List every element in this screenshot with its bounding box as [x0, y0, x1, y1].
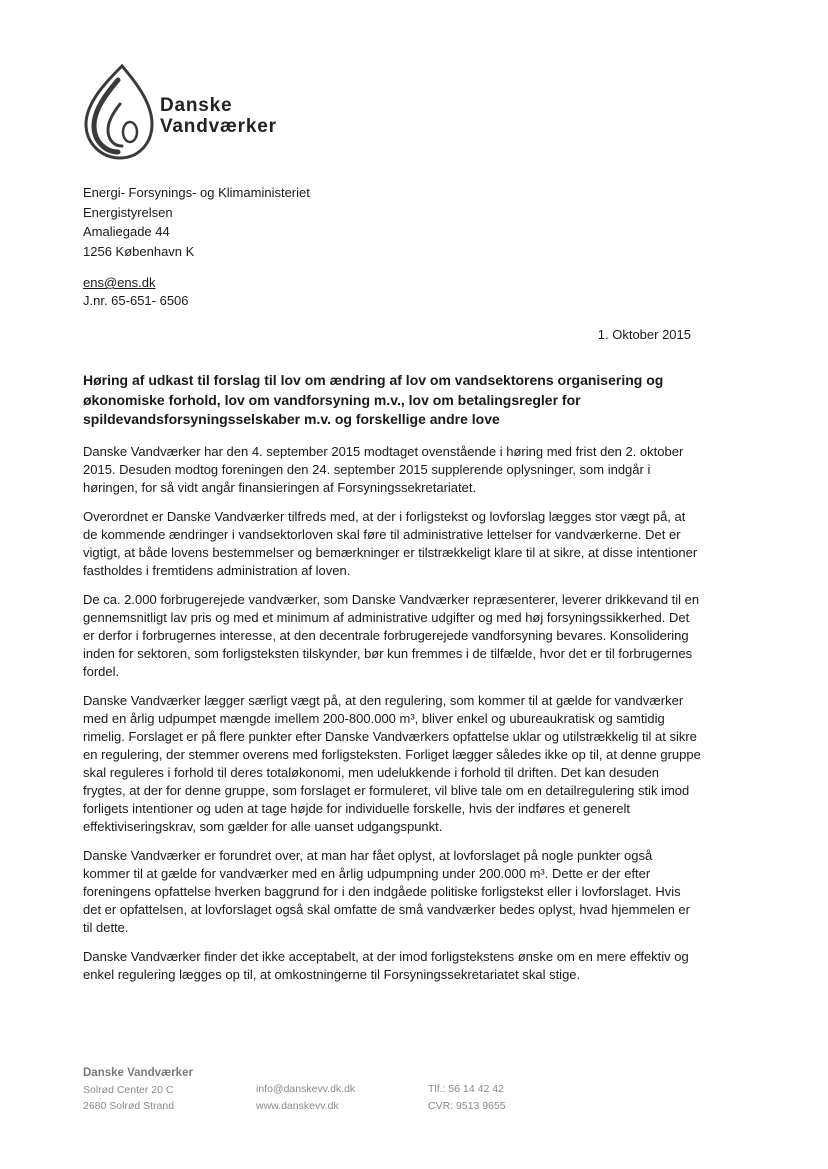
letter-body: [83, 443, 701, 995]
footer-address: [83, 1065, 193, 1115]
logo-line-2: Vandværker: [160, 116, 277, 137]
journal-number: J.nr. 65-651- 6506: [83, 293, 189, 308]
recipient-line-4: 1256 København K: [83, 243, 195, 259]
email-link[interactable]: ens@ens.dk: [83, 275, 156, 290]
footer-cvr: CVR: 9513 9655: [428, 1099, 506, 1112]
paragraph: Danske Vandværker er forundret over, at man har fået oplyst, at lovforslaget på nogle punkter også kommer til at gælde for vandværker med en årlig udpumpning under 200.000 m³. Dette er der efter foreningens opfattelse hverken baggrund for i den indgåede politiske forligstekst eller i lovforslaget. Hvis det er opfattelsen, at lovforslaget også skal omfatte de små vandværker bedes oplyst, hvad hjemmelen er til dette.: [83, 848, 690, 935]
contact-block: [83, 274, 189, 310]
subject-heading: Høring af udkast til forslag til lov om ændring af lov om vandsektorens organisering og økonomiske forhold, lov om vandforsyning m.v., lov om betalingsregler for spildevandsforsyningsselskaber m.v. og forskellige andre love: [83, 372, 664, 427]
logo-line-1: Danske: [160, 95, 233, 116]
paragraph: Danske Vandværker finder det ikke acceptabelt, at der imod forligstekstens ønske om en mere effektiv og enkel regulering lægges op til, at omkostningerne til Forsyningssekretariatet skal stige.: [83, 949, 689, 982]
footer-ids: [428, 1081, 506, 1114]
paragraph: Overordnet er Danske Vandværker tilfreds med, at der i forligstekst og lovforslag lægges stor vægt på, at de kommende ændringer i vandsektorloven skal føre til administrative lettelser for vandværkerne. Det er vigtigt, at både lovens bestemmelser og bemærkninger er tilstrækkeligt klare til at sikre, at disse intentioner fastholdes i fremtidens administration af loven.: [83, 509, 698, 578]
water-drop-icon: [78, 62, 158, 162]
footer-address-1: Solrød Center 20 C: [83, 1083, 174, 1096]
footer-address-2: 2680 Solrød Strand: [83, 1100, 175, 1112]
footer-web[interactable]: www.danskevv.dk: [256, 1099, 339, 1112]
recipient-line-3: Amaliegade 44: [83, 224, 170, 239]
footer-email[interactable]: info@danskevv.dk.dk: [256, 1083, 356, 1095]
logo-text: [160, 95, 277, 137]
footer-org-name: Danske Vandværker: [83, 1067, 193, 1079]
recipient-line-1: Energi- Forsynings- og Klimaministeriet: [83, 185, 310, 200]
footer-online: [256, 1081, 355, 1114]
letter-date: 1. Oktober 2015: [597, 327, 691, 342]
paragraph: Danske Vandværker lægger særligt vægt på, at den regulering, som kommer til at gælde for vandværker med en årlig udpumpet mængde imellem 200-800.000 m³, bliver enkel og ubureaukratisk og samtidig rimelig. Forslaget er på flere punkter efter Danske Vandværkers opfattelse uklar og utilstrækkelig til at sikre en regulering, der stemmer overens med forligsteksten. Forliget lægger således ikke op til, at denne gruppe skal reguleres i forhold til deres totaløkonomi, men udelukkende i forhold til driften. Det kan desuden frygtes, at der for denne gruppe, som forslaget er formuleret, vil blive tale om en detailregulering stik imod forligets intentioner og uden at tage højde for individuelle forskelle, hvis der indføres et generelt effektiviseringskrav, som gælder for alle uanset udgangspunkt.: [83, 693, 701, 834]
recipient-line-2: Energistyrelsen: [83, 204, 173, 220]
recipient-address: [83, 183, 310, 261]
logo: [78, 62, 298, 162]
paragraph: Danske Vandværker har den 4. september 2015 modtaget ovenstående i høring med frist den 2. oktober 2015. Desuden modtog foreningen den 24. september 2015 supplerende oplysninger, som indgår i høringen, for så vidt angår finansieringen af Forsyningssekretariatet.: [83, 444, 684, 495]
footer-phone: Tlf.: 56 14 42 42: [428, 1083, 504, 1095]
paragraph: De ca. 2.000 forbrugerejede vandværker, som Danske Vandværker repræsenterer, leverer drikkevand til en gennemsnitligt lav pris og med et minimum af administrative udgifter og med høj forsyningssikkerhed. Det er derfor i forbrugernes interesse, at den decentrale forbrugerejede vandforsyning bevares. Konsolidering inden for sektoren, som forligsteksten tilskynder, bør kun fremmes i de tilfælde, hvor det er til forbrugernes fordel.: [83, 592, 700, 679]
